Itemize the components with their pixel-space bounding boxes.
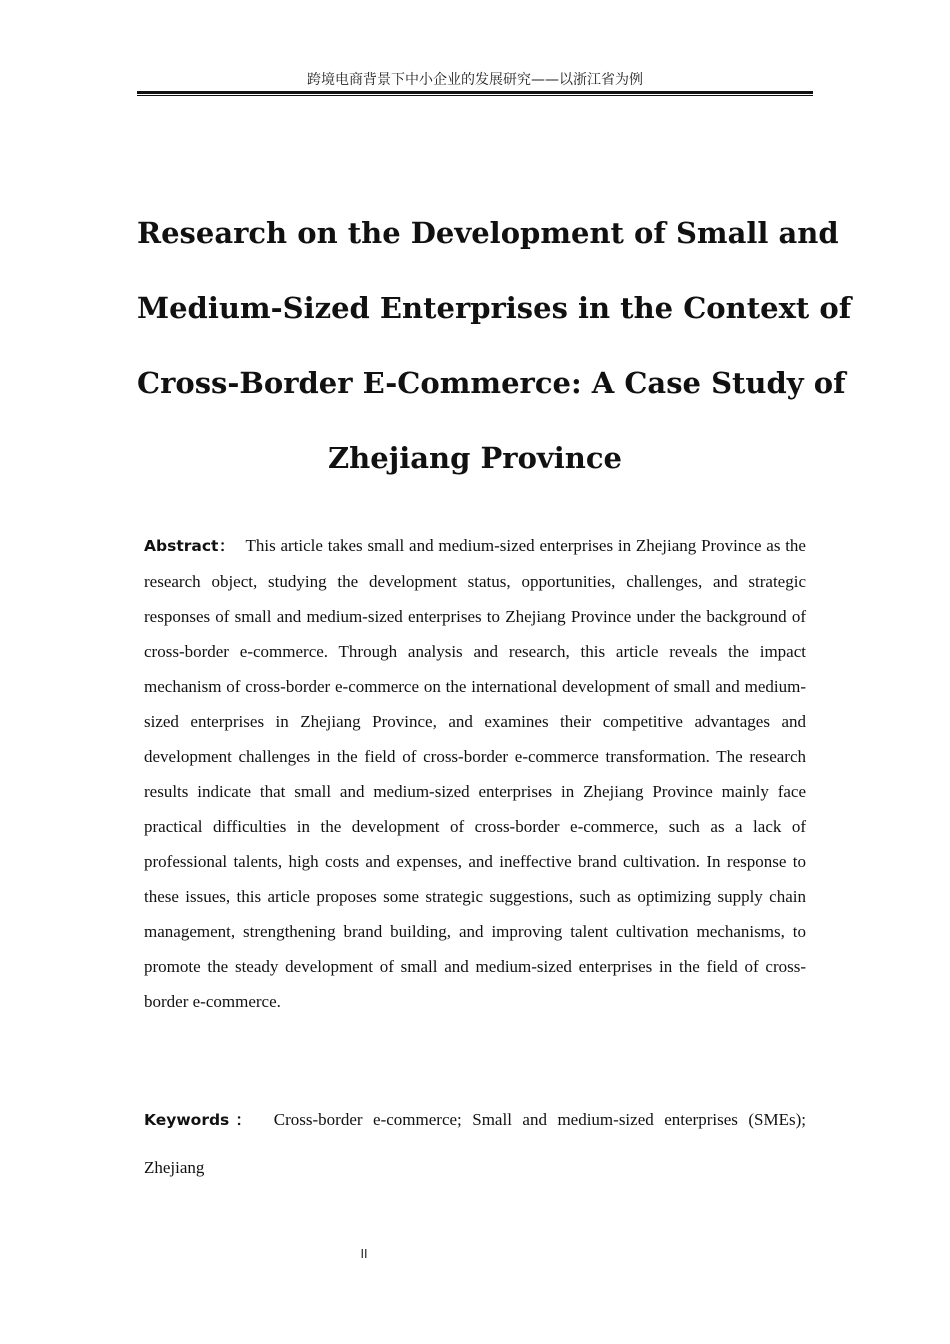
title-line-4: Zhejiang Province bbox=[328, 441, 622, 475]
keywords-paragraph bbox=[144, 1096, 806, 1192]
running-header: 跨境电商背景下中小企业的发展研究——以浙江省为例 bbox=[307, 72, 643, 88]
abstract-separator: ： bbox=[218, 537, 235, 555]
abstract-label: Abstract bbox=[144, 537, 219, 555]
keywords-text: Cross-border e-commerce; Small and medium-sized enterprises (SMEs); Zhejiang bbox=[144, 1110, 806, 1177]
abstract-text: This article takes small and medium-sized enterprises in Zhejiang Province as the research object, studying the development status, opportunities, challenges, and strategic responses of small and medium-sized enterprises to Zhejiang Province under the background of cross-border e-commerce. Through analysis and research, this article reveals the impact mechanism of cross-border e-commerce on the international development of small and medium-sized enterprises in Zhejiang Province, and examines their competitive advantages and development challenges in the field of cross-border e-commerce transformation. The research results indicate that small and medium-sized enterprises in Zhejiang Province mainly face practical difficulties in the development of cross-border e-commerce, such as a lack of professional talents, high costs and expenses, and ineffective brand cultivation. In response to these issues, this article proposes some strategic suggestions, such as optimizing supply chain management, strengthening brand building, and improving talent cultivation mechanisms, to promote the steady development of small and medium-sized enterprises in the field of cross-border e-commerce. bbox=[144, 536, 806, 1011]
abstract-paragraph bbox=[144, 528, 806, 1019]
page-number: II bbox=[360, 1247, 368, 1261]
keywords-label: Keywords bbox=[144, 1111, 230, 1129]
title-line-2: Medium-Sized Enterprises in the Context of bbox=[137, 291, 852, 325]
title-line-3: Cross-Border E-Commerce: A Case Study of bbox=[137, 366, 846, 400]
paper-title bbox=[137, 196, 852, 496]
keywords-separator: ： bbox=[229, 1111, 258, 1129]
header-rule bbox=[137, 91, 813, 96]
title-line-1: Research on the Development of Small and bbox=[137, 216, 839, 250]
